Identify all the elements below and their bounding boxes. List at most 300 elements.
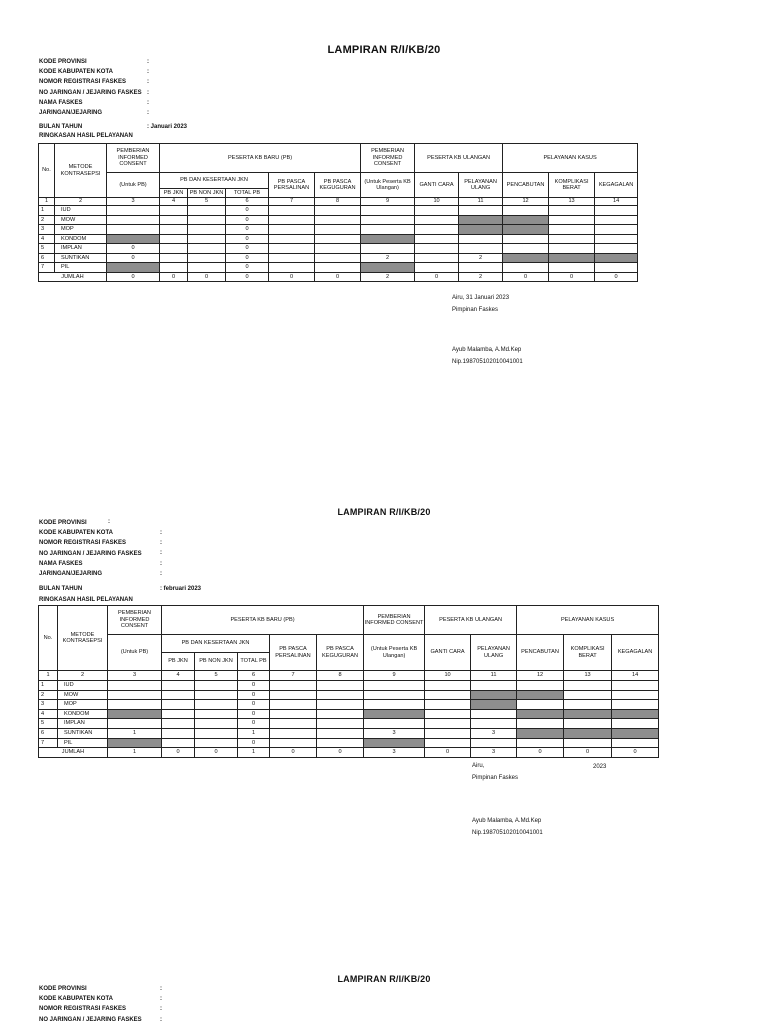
total-cell: 2: [459, 272, 503, 282]
total-cell: 1: [238, 748, 270, 758]
service-summary-table: [38, 605, 659, 758]
total-cell: 2: [361, 272, 415, 282]
col-untuk-pb: (Untuk PB): [107, 173, 160, 198]
col-peserta-ulangan: PESERTA KB ULANGAN: [425, 606, 517, 635]
cell-c8: [317, 700, 364, 710]
cell-c8: [315, 234, 361, 244]
cell-c14: [612, 690, 659, 700]
cell-c10: [415, 215, 459, 225]
table-row: [39, 738, 659, 748]
column-number: 14: [595, 198, 638, 206]
col-untuk-ulangan: (Untuk Peserta KB Ulangan): [361, 173, 415, 198]
cell-c13: [564, 728, 612, 738]
colon: :: [160, 570, 162, 577]
cell-c5: [195, 738, 238, 748]
cell-metode: SUNTIKAN: [58, 728, 108, 738]
col-pb-jkn-group: PB DAN KESERTAAN JKN: [160, 173, 269, 189]
page-title: LAMPIRAN R/I/KB/20: [337, 974, 431, 984]
column-number: 10: [425, 671, 471, 681]
column-number: 13: [564, 671, 612, 681]
cell-c12: [503, 263, 549, 273]
column-number: 8: [317, 671, 364, 681]
cell-c11: 2: [459, 253, 503, 263]
cell-c5: [188, 263, 226, 273]
cell-c5: [195, 719, 238, 729]
cell-c13: [549, 225, 595, 235]
column-number: 11: [471, 671, 517, 681]
col-informed-ulangan: PEMBERIAN INFORMED CONSENT: [361, 144, 415, 173]
cell-c7: [270, 709, 317, 719]
col-informed: PEMBERIAN INFORMED CONSENT: [108, 606, 162, 635]
column-number: 9: [361, 198, 415, 206]
table-row: [39, 700, 659, 710]
signatory-name: Ayub Malamba, A.Md.Kep: [452, 347, 522, 353]
cell-metode: MOW: [58, 690, 108, 700]
cell-no: 3: [39, 700, 58, 710]
cell-c13: [549, 263, 595, 273]
cell-c11: [459, 206, 503, 216]
colon: :: [147, 79, 149, 86]
cell-c13: [564, 738, 612, 748]
cell-c7: [270, 690, 317, 700]
col-metode: METODE KONTRASEPSI: [58, 606, 108, 671]
cell-c6: 0: [238, 681, 270, 691]
total-row: [39, 272, 638, 282]
total-cell: 0: [415, 272, 459, 282]
col-informed-ulangan: PEMBERIAN INFORMED CONSENT: [364, 606, 425, 635]
cell-c8: [317, 728, 364, 738]
cell-c6: 0: [226, 253, 269, 263]
page-title: LAMPIRAN R/I/KB/20: [327, 44, 441, 56]
col-metode: METODE KONTRASEPSI: [55, 144, 107, 198]
cell-c10: [415, 225, 459, 235]
total-cell: 0: [162, 748, 195, 758]
col-pasca-persalinan: PB PASCA PERSALINAN: [270, 635, 317, 671]
service-summary-table: [38, 143, 638, 282]
cell-c6: 0: [226, 215, 269, 225]
table-row: [39, 263, 638, 273]
header-fields: [39, 57, 142, 118]
table-row: [39, 709, 659, 719]
column-number: 5: [195, 671, 238, 681]
cell-c3: [108, 738, 162, 748]
cell-metode: MOP: [58, 700, 108, 710]
cell-c3: [108, 719, 162, 729]
cell-c14: [612, 700, 659, 710]
signatory-name: Ayub Malamba, A.Md.Kep: [472, 818, 542, 824]
table-row: [39, 253, 638, 263]
total-cell: 3: [471, 748, 517, 758]
table-row: [39, 719, 659, 729]
column-number: 1: [39, 198, 55, 206]
total-cell: 0: [425, 748, 471, 758]
cell-c11: [471, 681, 517, 691]
colon: :: [160, 996, 162, 1003]
col-total-pb: TOTAL PB: [238, 653, 270, 671]
cell-metode: IMPLAN: [55, 244, 107, 254]
cell-c9: [364, 690, 425, 700]
cell-c11: [459, 215, 503, 225]
cell-c10: [415, 234, 459, 244]
cell-c14: [612, 728, 659, 738]
cell-c4: [162, 719, 195, 729]
column-number: 8: [315, 198, 361, 206]
cell-c3: 0: [107, 244, 160, 254]
cell-c10: [425, 738, 471, 748]
cell-c5: [195, 709, 238, 719]
cell-c12: [503, 234, 549, 244]
cell-c6: 0: [226, 225, 269, 235]
cell-c5: [188, 253, 226, 263]
cell-c10: [425, 690, 471, 700]
cell-c5: [188, 244, 226, 254]
cell-c9: [361, 234, 415, 244]
col-komplikasi: KOMPLIKASI BERAT: [549, 173, 595, 198]
cell-c7: [269, 225, 315, 235]
table-row: [39, 225, 638, 235]
column-number-row: [39, 671, 659, 681]
bulan-tahun-label: BULAN TAHUN: [39, 124, 83, 130]
cell-c9: [361, 215, 415, 225]
cell-no: 6: [39, 728, 58, 738]
col-pasca-keguguran: PB PASCA KEGUGURAN: [315, 173, 361, 198]
field-no-jaringan: NO JARINGAN / JEJARING FASKES: [39, 89, 142, 96]
header-colons: [160, 528, 162, 579]
jumlah-label: JUMLAH: [39, 748, 108, 758]
cell-metode: PIL: [55, 263, 107, 273]
cell-c12: [517, 690, 564, 700]
column-number: 13: [549, 198, 595, 206]
colon: :: [160, 530, 162, 536]
column-number: 7: [269, 198, 315, 206]
cell-c7: [269, 234, 315, 244]
signatory: [472, 815, 543, 839]
colon: :: [160, 540, 162, 547]
cell-c8: [315, 244, 361, 254]
column-number: 12: [503, 198, 549, 206]
cell-metode: PIL: [58, 738, 108, 748]
cell-c4: [162, 700, 195, 710]
cell-c4: [160, 234, 188, 244]
total-cell: 0: [503, 272, 549, 282]
cell-c11: [471, 700, 517, 710]
total-cell: 0: [315, 272, 361, 282]
col-no: No.: [39, 144, 55, 198]
col-untuk-pb: (Untuk PB): [108, 635, 162, 671]
col-komplikasi: KOMPLIKASI BERAT: [564, 635, 612, 671]
cell-c8: [317, 690, 364, 700]
col-pencabutan: PENCABUTAN: [517, 635, 564, 671]
total-cell: 0: [595, 272, 638, 282]
cell-c12: [503, 215, 549, 225]
cell-c8: [317, 738, 364, 748]
field-nama-faskes: NAMA FASKES: [39, 560, 83, 567]
cell-c10: [425, 709, 471, 719]
cell-c8: [315, 225, 361, 235]
cell-c7: [269, 244, 315, 254]
cell-c11: 3: [471, 728, 517, 738]
cell-c6: 0: [238, 719, 270, 729]
col-pelayanan-kasus: PELAYANAN KASUS: [503, 144, 638, 173]
field-kode-provinsi: KODE PROVINSI: [39, 986, 87, 992]
cell-c8: [315, 215, 361, 225]
cell-c8: [317, 709, 364, 719]
field-nama-faskes: NAMA FASKES: [39, 99, 83, 106]
table-row: [39, 681, 659, 691]
field-no-jaringan: NO JARINGAN / JEJARING FASKES: [39, 550, 142, 557]
signatory-nip: Nip.198705102010041001: [472, 830, 543, 836]
col-pasca-persalinan: PB PASCA PERSALINAN: [269, 173, 315, 198]
column-number: 9: [364, 671, 425, 681]
cell-no: 1: [39, 681, 58, 691]
cell-c4: [160, 215, 188, 225]
column-number: 6: [238, 671, 270, 681]
total-cell: 1: [108, 748, 162, 758]
column-number: 3: [108, 671, 162, 681]
colon: :: [160, 550, 162, 557]
jumlah-label: JUMLAH: [39, 272, 107, 282]
cell-c3: [108, 690, 162, 700]
cell-c9: [364, 700, 425, 710]
total-cell: 0: [549, 272, 595, 282]
col-pelayanan-ulang: PELAYANAN ULANG: [459, 173, 503, 198]
cell-c11: [459, 225, 503, 235]
signature-block: [452, 292, 509, 316]
field-kode-provinsi: KODE PROVINSI: [39, 520, 87, 526]
cell-c9: 3: [364, 728, 425, 738]
colon: :: [147, 110, 149, 117]
signature-block: [472, 760, 518, 784]
cell-c8: [317, 681, 364, 691]
cell-c6: 0: [226, 234, 269, 244]
cell-no: 7: [39, 738, 58, 748]
field-kode-kabupaten: KODE KABUPATEN KOTA: [39, 69, 113, 76]
header-colons: [160, 984, 162, 1025]
header-colons: [147, 57, 149, 118]
cell-c12: [503, 253, 549, 263]
total-cell: 0: [107, 272, 160, 282]
colon: :: [147, 59, 149, 65]
total-cell: 3: [364, 748, 425, 758]
cell-c12: [517, 681, 564, 691]
colon: :: [147, 69, 149, 76]
cell-c12: [517, 719, 564, 729]
cell-c3: [107, 206, 160, 216]
cell-no: 5: [39, 244, 55, 254]
field-nomor-registrasi: NOMOR REGISTRASI FASKES: [39, 540, 127, 547]
col-ganti-cara: GANTI CARA: [415, 173, 459, 198]
signatory-nip: Nip.198705102010041001: [452, 359, 523, 365]
column-number: 10: [415, 198, 459, 206]
cell-metode: MOW: [55, 215, 107, 225]
cell-c5: [195, 681, 238, 691]
col-pb-jkn: PB JKN: [162, 653, 195, 671]
total-cell: 0: [612, 748, 659, 758]
cell-c14: [612, 719, 659, 729]
cell-metode: SUNTIKAN: [55, 253, 107, 263]
cell-c11: [471, 709, 517, 719]
ringkasan-label: RINGKASAN HASIL PELAYANAN: [39, 133, 133, 139]
cell-c7: [269, 206, 315, 216]
colon: :: [147, 99, 149, 106]
cell-metode: IMPLAN: [58, 719, 108, 729]
cell-c7: [269, 215, 315, 225]
field-jaringan: JARINGAN/JEJARING: [39, 571, 103, 578]
colon: :: [160, 1006, 162, 1013]
cell-c6: 0: [238, 700, 270, 710]
cell-no: 4: [39, 234, 55, 244]
cell-c14: [595, 215, 638, 225]
cell-metode: KONDOM: [58, 709, 108, 719]
col-peserta-baru: PESERTA KB BARU (PB): [162, 606, 364, 635]
cell-c13: [549, 234, 595, 244]
cell-c6: 0: [226, 244, 269, 254]
cell-c14: [595, 234, 638, 244]
cell-c14: [595, 225, 638, 235]
total-cell: 0: [195, 748, 238, 758]
cell-c4: [160, 253, 188, 263]
cell-c7: [270, 681, 317, 691]
field-kode-kabupaten: KODE KABUPATEN KOTA: [39, 996, 113, 1003]
colon: :: [160, 986, 162, 992]
ringkasan-label: RINGKASAN HASIL PELAYANAN: [39, 597, 133, 603]
column-number: 6: [226, 198, 269, 206]
cell-c3: 0: [107, 253, 160, 263]
cell-c8: [317, 719, 364, 729]
cell-c10: [415, 206, 459, 216]
total-cell: 0: [517, 748, 564, 758]
column-number: 4: [162, 671, 195, 681]
cell-metode: MOP: [55, 225, 107, 235]
col-pb-jkn: PB JKN: [160, 189, 188, 198]
column-number: 4: [160, 198, 188, 206]
cell-c5: [195, 700, 238, 710]
cell-c7: [269, 263, 315, 273]
place-date: Airu,: [472, 763, 485, 769]
cell-c14: [595, 244, 638, 254]
cell-c6: 0: [238, 690, 270, 700]
cell-c10: [425, 700, 471, 710]
cell-c12: [517, 728, 564, 738]
cell-c5: [188, 225, 226, 235]
cell-c12: [517, 709, 564, 719]
cell-c13: [564, 719, 612, 729]
col-untuk-ulangan: (Untuk Peserta KB Ulangan): [364, 635, 425, 671]
cell-c4: [162, 709, 195, 719]
bulan-tahun-value: : februari 2023: [160, 586, 202, 592]
cell-c10: [415, 263, 459, 273]
cell-c4: [160, 244, 188, 254]
cell-c9: [361, 244, 415, 254]
cell-c12: [517, 738, 564, 748]
cell-c4: [162, 728, 195, 738]
col-ganti-cara: GANTI CARA: [425, 635, 471, 671]
cell-c4: [160, 263, 188, 273]
cell-c7: [270, 700, 317, 710]
cell-c3: [107, 263, 160, 273]
cell-c14: [595, 206, 638, 216]
table-row: [39, 244, 638, 254]
table-row: [39, 206, 638, 216]
cell-c11: [459, 263, 503, 273]
cell-no: 2: [39, 690, 58, 700]
page-title: LAMPIRAN R/I/KB/20: [337, 507, 431, 517]
col-peserta-ulangan: PESERTA KB ULANGAN: [415, 144, 503, 173]
cell-c3: [107, 234, 160, 244]
cell-c5: [195, 690, 238, 700]
cell-no: 5: [39, 719, 58, 729]
cell-c3: [107, 225, 160, 235]
cell-c6: 0: [238, 709, 270, 719]
header-fields: [39, 984, 142, 1025]
cell-c13: [549, 215, 595, 225]
cell-c11: [471, 719, 517, 729]
cell-c11: [459, 234, 503, 244]
cell-c9: [361, 225, 415, 235]
signatory: [452, 344, 523, 368]
cell-no: 6: [39, 253, 55, 263]
cell-c10: [425, 728, 471, 738]
total-cell: 0: [226, 272, 269, 282]
cell-c4: [162, 690, 195, 700]
cell-c13: [564, 700, 612, 710]
column-number: 2: [58, 671, 108, 681]
cell-c3: [107, 215, 160, 225]
col-no: No.: [39, 606, 58, 671]
column-number: 7: [270, 671, 317, 681]
cell-c10: [425, 719, 471, 729]
total-cell: 0: [188, 272, 226, 282]
cell-c12: [503, 206, 549, 216]
cell-c10: [415, 253, 459, 263]
cell-c9: [364, 709, 425, 719]
cell-c12: [503, 244, 549, 254]
cell-c12: [503, 225, 549, 235]
field-kode-kabupaten: KODE KABUPATEN KOTA: [39, 530, 113, 537]
cell-c8: [315, 253, 361, 263]
cell-c9: [364, 738, 425, 748]
cell-c14: [595, 253, 638, 263]
col-informed: PEMBERIAN INFORMED CONSENT: [107, 144, 160, 173]
cell-c14: [595, 263, 638, 273]
column-number: 3: [107, 198, 160, 206]
cell-c8: [315, 263, 361, 273]
column-number: 12: [517, 671, 564, 681]
col-pencabutan: PENCABUTAN: [503, 173, 549, 198]
column-number: 2: [55, 198, 107, 206]
place-date: Airu, 31 Januari 2023: [452, 295, 510, 301]
cell-c11: [471, 690, 517, 700]
table-row: [39, 690, 659, 700]
cell-c11: [471, 738, 517, 748]
cell-c13: [564, 690, 612, 700]
table-row: [39, 728, 659, 738]
cell-c10: [415, 244, 459, 254]
col-pelayanan-kasus: PELAYANAN KASUS: [517, 606, 659, 635]
cell-c6: 0: [226, 206, 269, 216]
column-number: 11: [459, 198, 503, 206]
total-cell: 0: [317, 748, 364, 758]
column-number: 14: [612, 671, 659, 681]
cell-c11: [459, 244, 503, 254]
bulan-tahun-value: : Januari 2023: [147, 124, 188, 130]
cell-c5: [188, 234, 226, 244]
cell-c4: [162, 681, 195, 691]
cell-c4: [162, 738, 195, 748]
cell-c9: [364, 719, 425, 729]
cell-c3: 1: [108, 728, 162, 738]
cell-no: 1: [39, 206, 55, 216]
